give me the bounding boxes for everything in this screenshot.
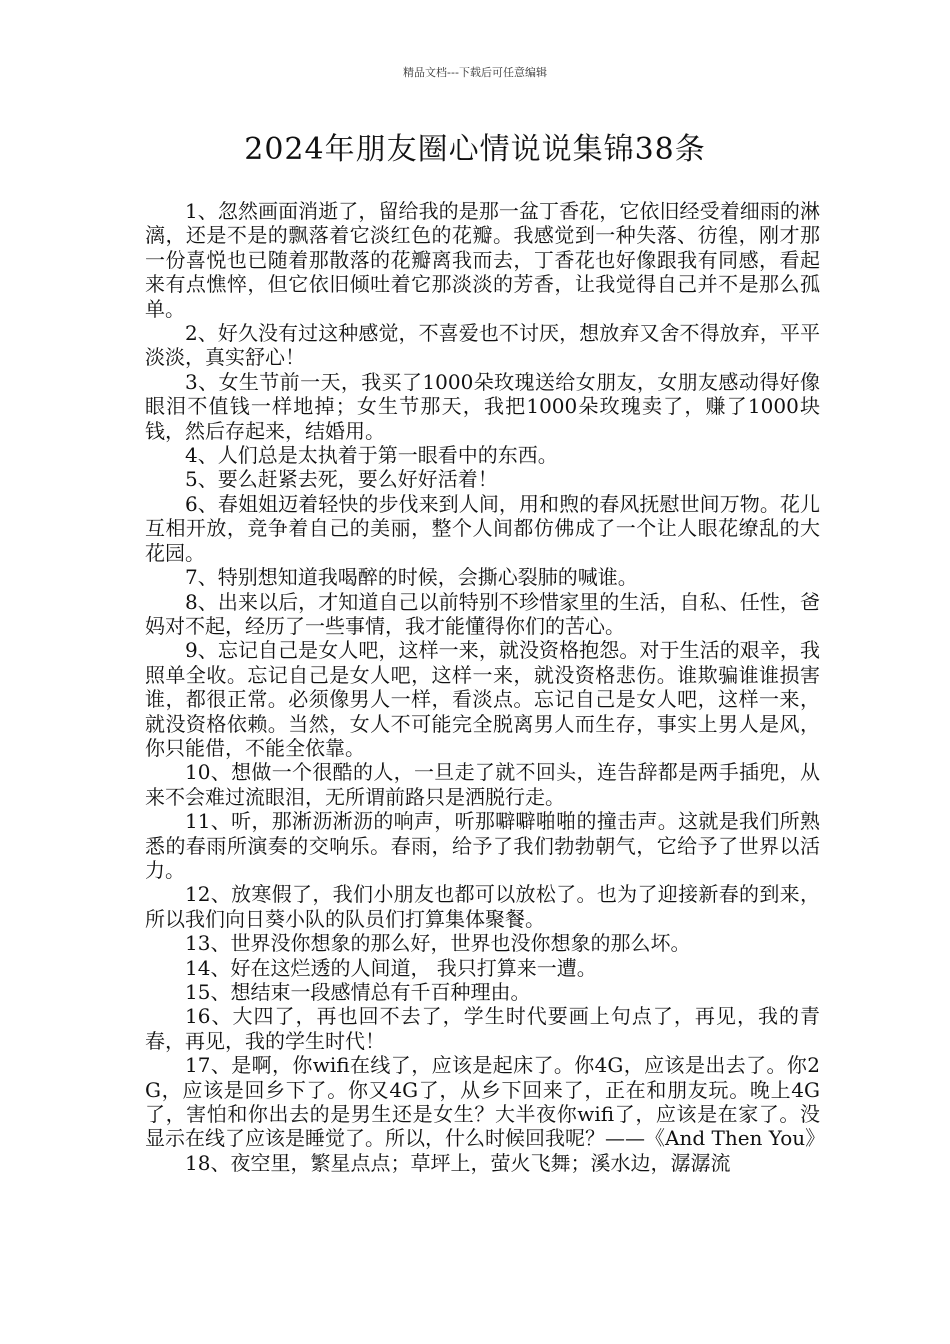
paragraph-12: 12、放寒假了，我们小朋友也都可以放松了。也为了迎接新春的到来，所以我们向日葵小队的队员们打算集体聚餐。	[145, 882, 820, 931]
paragraph-18: 18、夜空里，繁星点点；草坪上，萤火飞舞；溪水边，潺潺流	[185, 1150, 731, 1175]
document-title: 2024年朋友圈心情说说集锦38条	[244, 132, 706, 167]
paragraph-3: 3、女生节前一天，我买了1000朵玫瑰送给女朋友，女朋友感动得好像眼泪不值钱一样地掉；女生节那天，我把1000朵玫瑰卖了，赚了1000块钱，然后存起来，结婚用。	[145, 369, 820, 443]
paragraph-4: 4、人们总是太执着于第一眼看中的东西。	[185, 443, 558, 468]
paragraph-16: 16、大四了，再也回不去了，学生时代要画上句点了，再见，我的青春，再见，我的学生时代！	[145, 1004, 820, 1053]
paragraph-15: 15、想结束一段感情总有千百种理由。	[185, 980, 531, 1004]
paragraph-10: 10、想做一个很酷的人，一旦走了就不回头，连告辞都是两手插兜，从来不会难过流眼泪，无所谓前路只是洒脱行走。	[145, 760, 820, 809]
paragraph-7: 7、特别想知道我喝醉的时候，会撕心裂肺的喊谁。	[185, 565, 638, 590]
paragraph-6: 6、春姐姐迈着轻快的步伐来到人间，用和煦的春风抚慰世间万物。花儿互相开放，竞争着自己的美丽，整个人间都仿佛成了一个让人眼花缭乱的大花园。	[145, 491, 820, 565]
paragraph-8: 8、出来以后，才知道自己以前特别不珍惜家里的生活，自私、任性，爸妈对不起，经历了一些事情，我才能懂得你们的苦心。	[145, 589, 820, 638]
paragraph-1: 1、忽然画面消逝了，留给我的是那一盆丁香花，它依旧经受着细雨的淋漓，还是不是的飘落着它淡红色的花瓣。我感觉到一种失落、彷徨，刚才那一份喜悦也已随着那散落的花瓣离我而去，丁香花也好像跟我有同感，看起来有点憔悴，但它依旧倾吐着它那淡淡的芳香，让我觉得自己并不是那么孤单。	[145, 199, 820, 321]
document-body	[145, 199, 826, 1175]
page-header-watermark: 精品文档---下载后可任意编辑	[403, 66, 547, 79]
paragraph-11: 11、听，那淅沥淅沥的响声，听那噼噼啪啪的撞击声。这就是我们所熟悉的春雨所演奏的交响乐。春雨，给予了我们勃勃朝气，它给予了世界以活力。	[145, 809, 820, 882]
paragraph-17: 17、是啊，你wifi在线了，应该是起床了。你4G，应该是出去了。你2G，应该是回乡下了。你又4G了，从乡下回来了，正在和朋友玩。晚上4G了，害怕和你出去的是男生还是女生？大半夜你wifi了，应该是在家了。没显示在线了应该是睡觉了。所以，什么时候回我呢？——《And Then You》	[145, 1053, 826, 1151]
paragraph-13: 13、世界没你想象的那么好，世界也没你想象的那么坏。	[185, 931, 691, 956]
paragraph-14: 14、好在这烂透的人间道， 我只打算来一遭。	[185, 955, 597, 980]
paragraph-9: 9、忘记自己是女人吧，这样一来，就没资格抱怨。对于生活的艰辛，我照单全收。忘记自己是女人吧，这样一来，就没资格悲伤。谁欺骗谁谁损害谁，都很正常。必须像男人一样，看淡点。忘记自己是女人吧，这样一来，就没资格依赖。当然，女人不可能完全脱离男人而生存，事实上男人是风，你只能借，不能全依靠。	[145, 638, 820, 760]
paragraph-5: 5、要么赶紧去死，要么好好活着！	[185, 467, 498, 492]
paragraph-2: 2、好久没有过这种感觉，不喜爱也不讨厌，想放弃又舍不得放弃，平平淡淡，真实舒心！	[145, 321, 820, 370]
